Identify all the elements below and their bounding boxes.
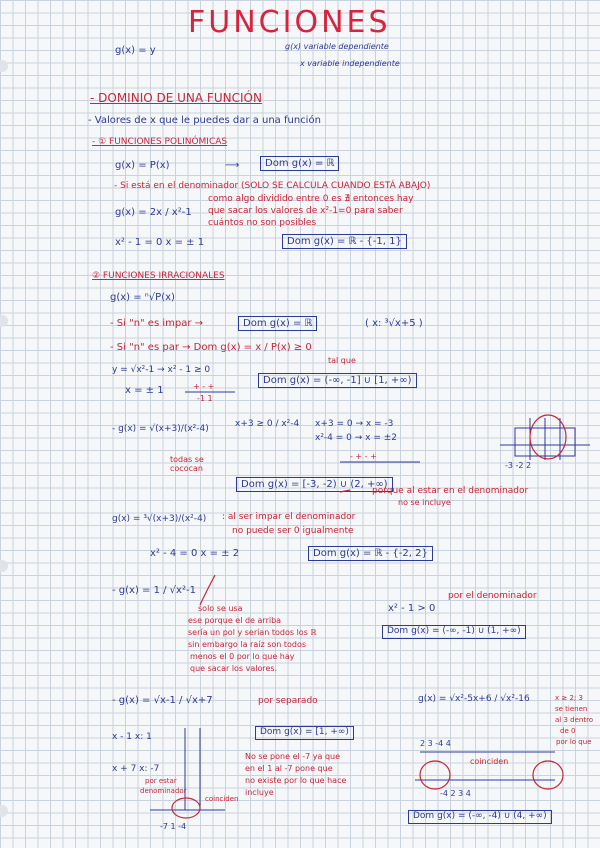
even-rule: - Si "n" es par → Dom g(x) = x / P(x) ≥ 0 (110, 342, 312, 353)
section1-domain2: Dom g(x) = ℝ - {-1, 1} (282, 234, 407, 249)
example4-ineq: x² - 1 > 0 (388, 603, 436, 614)
section1-example: g(x) = 2x / x²-1 (115, 207, 192, 218)
example5-note: por estar (145, 777, 177, 785)
example1-solve: x = ± 1 (125, 385, 164, 396)
example5-note: por separado (258, 696, 318, 706)
example2-note: todas se cococan (170, 455, 204, 473)
example3: g(x) = ³√(x+3)/(x²-4) (112, 514, 207, 524)
section1-example-note: cuántos no son posibles (208, 218, 317, 228)
example5: - g(x) = √x-1 / √x+7 (112, 695, 213, 706)
example5-factor1: x - 1 x: 1 (112, 732, 152, 742)
header-independent: x variable independiente (300, 59, 400, 68)
example4-note: sería un pol y serían todos los ℝ (188, 628, 317, 637)
section1-domain: Dom g(x) = ℝ (260, 156, 339, 171)
example3-note: no puede ser 0 igualmente (232, 526, 354, 536)
example2: - g(x) = √(x+3)/(x²-4) (112, 424, 209, 434)
section1-title: - ① FUNCIONES POLINÓMICAS (92, 137, 228, 147)
even-rule-note: tal que (328, 356, 356, 365)
highlight-circle (530, 415, 566, 459)
example6-marks: 2 3 -4 4 (420, 739, 451, 748)
example6-note: x ≥ 2; 3 (555, 694, 583, 702)
example5-marks: -7 1 -4 (160, 822, 187, 831)
example4-note: ese porque el de arriba (188, 616, 282, 625)
example5-note: no existe por lo que hace (245, 776, 347, 785)
example2-root2: x²-4 = 0 → x = ±2 (315, 433, 398, 443)
section2-equation: g(x) = ⁿ√P(x) (110, 292, 175, 303)
section1-example-note: como algo dividido entre 0 es ∄ entonces hay (208, 194, 414, 204)
example4-note: solo se usa (198, 604, 243, 613)
example5-note: incluye (245, 788, 274, 797)
section1-solve: x² - 1 = 0 x = ± 1 (115, 237, 205, 248)
example5-note: en el 1 al -7 pone que (245, 764, 333, 773)
section2-title: ② FUNCIONES IRRACIONALES (92, 271, 225, 281)
example2-ineq: x+3 ≥ 0 / x²-4 (235, 419, 300, 429)
example3-note: : al ser impar el denominador (222, 512, 356, 522)
example6-marks: -4 2 3 4 (440, 789, 471, 798)
example6-domain: Dom g(x) = (-∞, -4) ∪ (4, +∞) (408, 810, 552, 824)
example4-note: sin embargo la raíz son todos (188, 640, 307, 649)
example5-note: denominador (140, 787, 187, 795)
example4-domain: Dom g(x) = (-∞, -1) ∪ (1, +∞) (382, 625, 526, 639)
example2-note2: porque al estar en el denominador (372, 486, 529, 496)
example4: - g(x) = 1 / √x²-1 (112, 585, 196, 596)
odd-rule-example: ( x: ³√x+5 ) (365, 318, 423, 329)
section1-note: - Si está en el denominador (SOLO SE CALCULA CUANDO ESTÁ ABAJO) (114, 181, 431, 191)
page-title: FUNCIONES (188, 5, 391, 40)
domain-heading: - DOMINIO DE UNA FUNCIÓN (90, 91, 262, 105)
example1: y = √x²-1 → x² - 1 ≥ 0 (112, 365, 211, 375)
section1-equation: g(x) = P(x) (115, 160, 170, 171)
example6-note: por lo que (556, 738, 592, 746)
example5-factor2: x + 7 x: -7 (112, 764, 160, 774)
example6-coinciden: coinciden (470, 757, 509, 766)
example5-note: No se pone el -7 ya que (245, 752, 341, 761)
example2-domain: Dom g(x) = [-3, -2) ∪ (2, +∞) (236, 477, 393, 492)
arrow-icon: ⟶ (225, 160, 240, 171)
example6-note: se tienen (555, 705, 588, 713)
example3-solve: x² - 4 = 0 x = ± 2 (150, 548, 240, 559)
domain-description: - Valores de x que le puedes dar a una función (88, 115, 321, 126)
example1-domain: Dom g(x) = (-∞, -1] ∪ [1, +∞) (258, 373, 417, 388)
example4-note: que sacar los valores. (190, 664, 278, 673)
odd-rule: - Si "n" es impar → (110, 318, 204, 329)
example4-ineq-note: por el denominador (448, 591, 537, 601)
header-dependent: g(x) variable dependiente (285, 42, 389, 51)
arrow-icon (340, 490, 350, 492)
example4-note: menos el 0 por lo que hay (190, 652, 295, 661)
example1-marks: -1 1 (197, 394, 213, 403)
highlight-circle (533, 761, 563, 789)
section1-example-note: que sacar los valores de x²-1=0 para saber (208, 206, 403, 216)
example6-note: de 0 (560, 727, 576, 735)
example2-root1: x+3 = 0 → x = -3 (315, 419, 394, 429)
example3-domain: Dom g(x) = ℝ - {-2, 2} (308, 546, 433, 561)
header-function: g(x) = y (115, 45, 156, 56)
highlight-circle (172, 798, 200, 818)
example2-signs: - + - + (350, 452, 377, 461)
example6-note: al 3 dentro (555, 716, 594, 724)
example5-domain: Dom g(x) = [1, +∞) (255, 726, 354, 740)
arrow-icon (200, 575, 215, 605)
example5-note: coinciden (205, 795, 239, 803)
example2-marks: -3 -2 2 (505, 461, 532, 470)
example2-note3: no se incluye (398, 498, 451, 507)
highlight-circle (420, 761, 450, 789)
example1-signs: + - + (193, 382, 215, 391)
example6: g(x) = √x²-5x+6 / √x²-16 (418, 694, 530, 704)
odd-rule-domain: Dom g(x) = ℝ (238, 316, 317, 331)
